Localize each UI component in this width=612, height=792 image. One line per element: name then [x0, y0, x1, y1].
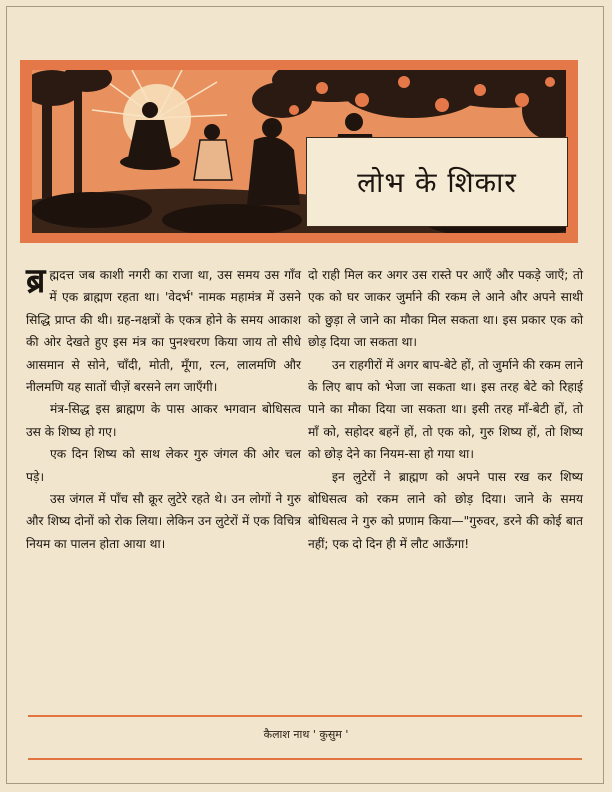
paragraph — [308, 264, 583, 354]
author-credit: कैलाश नाथ ' कुसुम ' — [263, 728, 349, 741]
paragraph-text: उन राहगीरों में अगर बाप-बेटे हों, तो जुर्माने की रकम लाने के लिए बाप को भेजा जा सकता था। इस तरह बेटे को रिहाई पाने का मौका दिया जा सकता था। इसी तरह माँ-बेटी हों, तो माँ को, सहोदर बहनें हों, तो एक को, गुरु शिष्य हों, तो शिष्य को छोड़ देने का नियम-सा हो गया था। — [308, 357, 583, 462]
paragraph — [26, 488, 301, 555]
footer-divider-top — [28, 715, 582, 717]
paragraph-text: इन लुटेरों ने ब्राह्मण को अपने पास रख कर शिष्य बोधिसत्व को रकम लाने को छोड़ दिया। जाने के समय बोधिसत्व ने गुरु को प्रणाम किया—"गुरुवर, डरने की कोई बात नहीं; एक दो दिन ही में लौट आऊँगा! — [308, 469, 583, 551]
drop-cap: ब्र — [26, 261, 46, 301]
paragraph-text: ह्मदत्त जब काशी नगरी का राजा था, उस समय उस गाँव में एक ब्राह्मण रहता था। 'वेदर्भ' नामक महामंत्र में उसने सिद्धि प्राप्त की थी। ग्रह-नक्षत्रों के एकत्र होने के समय आकाश की ओर देखते हुए इस मंत्र का पुनश्चरण किया जाय तो सीधे आसमान से सोने, चाँदी, मोती, मूँगा, रत्न, लालमणि और नीलमणि यह सातों चीज़ें बरसने लग जाएँगी। — [26, 268, 301, 395]
paragraph-text: एक दिन शिष्य को साथ लेकर गुरु जंगल की ओर चल पड़े। — [26, 447, 301, 484]
story-illustration-banner — [20, 60, 578, 243]
paragraph — [26, 443, 301, 488]
paragraph — [308, 466, 583, 556]
right-text-column — [308, 264, 583, 555]
paragraph-text: मंत्र-सिद्ध इस ब्राह्मण के पास आकर भगवान बोधिसत्व उस के शिष्य हो गए। — [26, 402, 301, 439]
left-text-column — [26, 261, 301, 555]
paragraph — [308, 354, 583, 466]
paragraph — [26, 398, 301, 443]
paragraph — [26, 261, 301, 398]
paragraph-text: दो राही मिल कर अगर उस रास्ते पर आएँ और पकड़े जाएँ; तो एक को घर जाकर जुर्माने की रकम ले आने और अपने साथी को छुड़ा ले जाने का मौका मिल सकता था। इस प्रकार एक को छोड़ दिया जा सकता था। — [308, 268, 583, 350]
story-title: लोभ के शिकार — [357, 166, 517, 199]
paragraph-text: उस जंगल में पाँच सौ क्रूर लुटेरे रहते थे। उन लोगों ने गुरु और शिष्य दोनों को रोक लिया। लेकिन उन लुटेरों में एक विचित्र नियम का पालन होता आया था। — [26, 492, 301, 551]
footer-divider-bottom — [28, 758, 582, 760]
story-title-box — [306, 137, 568, 227]
